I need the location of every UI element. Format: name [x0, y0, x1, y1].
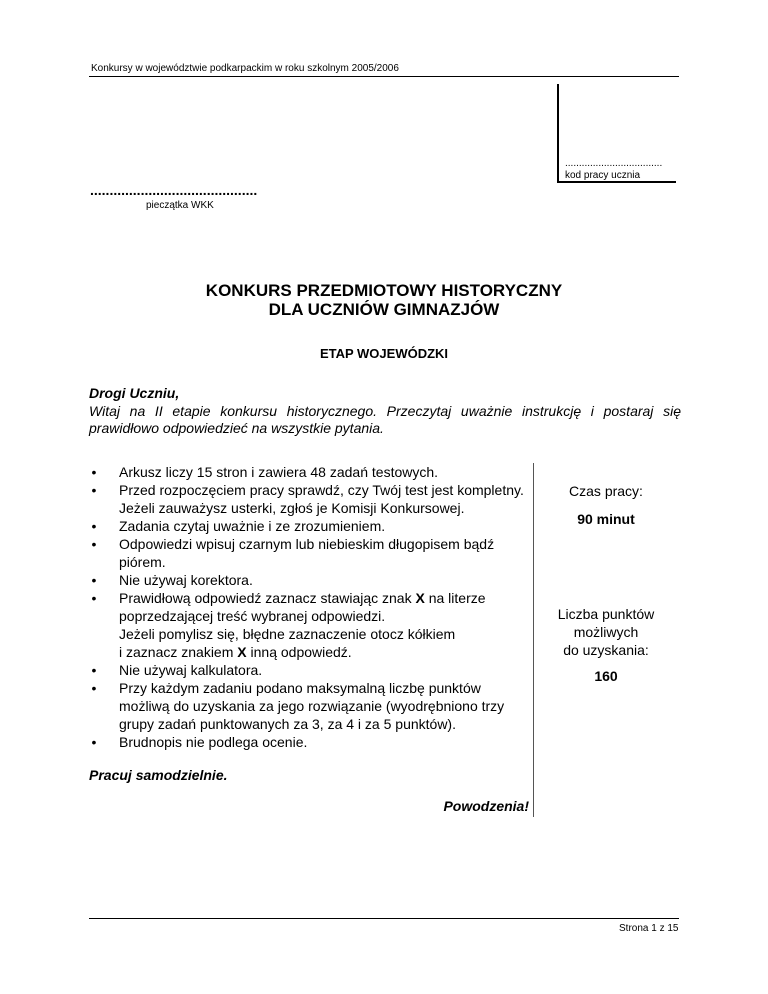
bullet-icon: • — [91, 590, 97, 606]
instruction-item: • Nie używaj kalkulatora. — [89, 661, 529, 679]
bullet-icon: • — [91, 464, 97, 480]
good-luck-note: Powodzenia! — [443, 798, 529, 814]
instruction-item: • Prawidłową odpowiedź zaznacz stawiając znak X na literze poprzedzającej treść wybranej odpowiedzi. Jeżeli pomylisz się, błędne zaznaczenie otocz kółkiem i zaznacz znakiem X inną odpowiedź. — [89, 589, 529, 661]
student-code-field: ................................... — [565, 158, 663, 169]
bullet-icon: • — [91, 572, 97, 588]
stamp-label: pieczątka WKK — [146, 200, 214, 211]
instruction-item: • Odpowiedzi wpisuj czarnym lub niebieskim długopisem bądź piórem. — [89, 535, 529, 571]
bullet-icon: • — [91, 734, 97, 750]
instruction-item: • Zadania czytaj uważnie i ze zrozumieniem. — [89, 517, 529, 535]
bullet-icon: • — [91, 680, 97, 696]
code-box-left-border — [557, 84, 559, 182]
work-alone-note: Pracuj samodzielnie. — [89, 767, 228, 783]
time-label: Czas pracy: — [569, 483, 643, 499]
page-number: Strona 1 z 15 — [619, 923, 679, 934]
student-code-label: kod pracy ucznia — [565, 170, 641, 181]
page-title-line-2: DLA UCZNIÓW GIMNAZJÓW — [268, 300, 500, 319]
code-box-bottom-border — [557, 181, 676, 183]
greeting: Drogi Uczniu, — [89, 385, 180, 401]
bullet-icon: • — [91, 518, 97, 534]
stage-title: ETAP WOJEWÓDZKI — [319, 346, 449, 361]
instruction-item: • Brudnopis nie podlega ocenie. — [89, 733, 529, 751]
answer-mark: X — [237, 644, 247, 660]
instruction-item: • Przed rozpoczęciem pracy sprawdź, czy Twój test jest kompletny. Jeżeli zauważysz usterki, zgłoś je Komisji Konkursowej. — [89, 481, 529, 517]
page-title-line-1: KONKURS PRZEDMIOTOWY HISTORYCZNY — [205, 281, 563, 300]
instruction-item: • Przy każdym zadaniu podano maksymalną liczbę punktów możliwą do uzyskania za jego rozwiązanie (wyodrębniono trzy grupy zadań punktowanych za 3, za 4 i za 5 punktów). — [89, 679, 529, 733]
bullet-icon: • — [91, 482, 97, 498]
time-value: 90 minut — [577, 511, 635, 527]
header-competition-info: Konkursy w województwie podkarpackim w roku szkolnym 2005/2006 — [91, 63, 399, 74]
instructions-list — [89, 463, 529, 751]
points-value: 160 — [594, 668, 618, 684]
bullet-icon: • — [91, 662, 97, 678]
instruction-item: • Arkusz liczy 15 stron i zawiera 48 zadań testowych. — [89, 463, 529, 481]
instruction-item: • Nie używaj korektora. — [89, 571, 529, 589]
footer-divider — [89, 918, 679, 919]
points-label: Liczba punktów możliwych do uzyskania: — [557, 606, 655, 658]
stamp-field: ........................................... — [90, 182, 258, 198]
answer-mark: X — [415, 590, 425, 606]
intro-text: Witaj na II etapie konkursu historycznego. Przeczytaj uważnie instrukcję i postaraj się prawidłowo odpowiedzieć na wszystkie pytania. — [89, 403, 681, 436]
bullet-icon: • — [91, 536, 97, 552]
header-divider — [89, 76, 679, 77]
